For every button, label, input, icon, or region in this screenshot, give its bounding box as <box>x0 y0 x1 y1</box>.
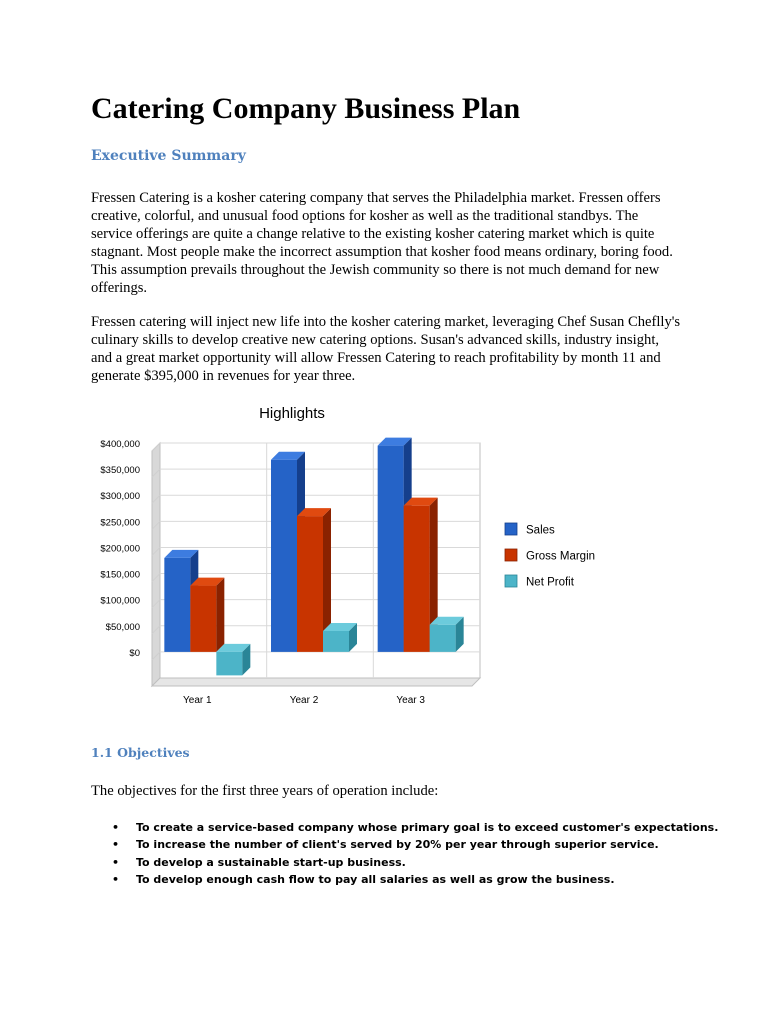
x-tick-label: Year 3 <box>396 695 425 706</box>
bullet-icon: • <box>112 855 120 869</box>
y-tick-label: $150,000 <box>100 569 140 581</box>
bar <box>430 625 456 652</box>
bar <box>164 558 190 652</box>
objective-text: To develop a sustainable start-up business. <box>136 855 406 869</box>
summary-paragraph-1: Fressen Catering is a kosher catering company that serves the Philadelphia market. Fressen offers creative, colorful, and unusual food options for kosher as well as the traditional standbys. The service offerings are quite a change relative to the existing kosher catering market which is quite stagnant. Most people make the incorrect assumption that kosher food means ordinary, boring food. This assumption prevails throughout the Jewish community so there is not much demand for new offerings. <box>91 190 673 296</box>
objective-item <box>110 854 718 871</box>
objectives-intro: The objectives for the first three years of operation include: <box>91 783 439 799</box>
y-tick-label: $0 <box>129 647 140 659</box>
y-tick-label: $100,000 <box>100 595 140 607</box>
y-tick-label: $350,000 <box>100 465 140 477</box>
objective-item <box>110 836 718 853</box>
bar-side <box>216 578 224 652</box>
bullet-icon: • <box>112 821 120 834</box>
chart-legend <box>505 523 595 589</box>
bar <box>297 516 323 652</box>
bullet-icon: • <box>112 872 120 886</box>
legend-label: Net Profit <box>526 576 574 589</box>
legend-swatch <box>505 549 517 561</box>
objective-text: To create a service-based company whose primary goal is to exceed customer's expectations. <box>136 821 719 834</box>
summary-paragraph-2: Fressen catering will inject new life into the kosher catering market, leveraging Chef Susan Cheflly's culinary skills to develop creative new catering options. Susan's advanced skills, industry insight, and a great market opportunity will allow Fressen Catering to reach profitability by month 11 and generate $395,000 in revenues for year three. <box>91 314 681 384</box>
objectives-list <box>110 819 718 888</box>
y-tick-label: $250,000 <box>100 517 140 529</box>
legend-swatch <box>505 575 517 587</box>
plot-area <box>100 438 480 706</box>
bar <box>378 446 404 652</box>
chart-title: Highlights <box>259 405 325 422</box>
bar <box>323 631 349 652</box>
objective-text: To increase the number of client's served by 20% per year through superior service. <box>136 838 659 852</box>
x-tick-label: Year 2 <box>289 695 319 706</box>
legend-label: Sales <box>526 524 555 537</box>
legend-swatch <box>505 523 517 535</box>
y-tick-label: $300,000 <box>100 491 140 503</box>
chart-side-wall <box>152 443 160 686</box>
objective-item <box>110 819 718 836</box>
bar <box>404 506 430 652</box>
objectives-heading: 1.1 Objectives <box>91 745 190 760</box>
bar <box>190 586 216 652</box>
chart-floor <box>152 678 480 686</box>
objective-text: To develop enough cash flow to pay all salaries as well as grow the business. <box>136 872 615 886</box>
y-tick-label: $50,000 <box>105 621 140 633</box>
highlights-chart <box>80 398 640 718</box>
objective-item <box>110 871 718 888</box>
executive-summary-heading: Executive Summary <box>91 148 246 164</box>
bullet-icon: • <box>112 838 120 852</box>
legend-label: Gross Margin <box>526 550 596 563</box>
bar <box>271 460 297 652</box>
y-tick-label: $200,000 <box>100 543 140 555</box>
x-tick-label: Year 1 <box>183 695 212 706</box>
bar <box>216 652 242 676</box>
document-title: Catering Company Business Plan <box>91 92 521 125</box>
y-tick-label: $400,000 <box>100 439 140 450</box>
